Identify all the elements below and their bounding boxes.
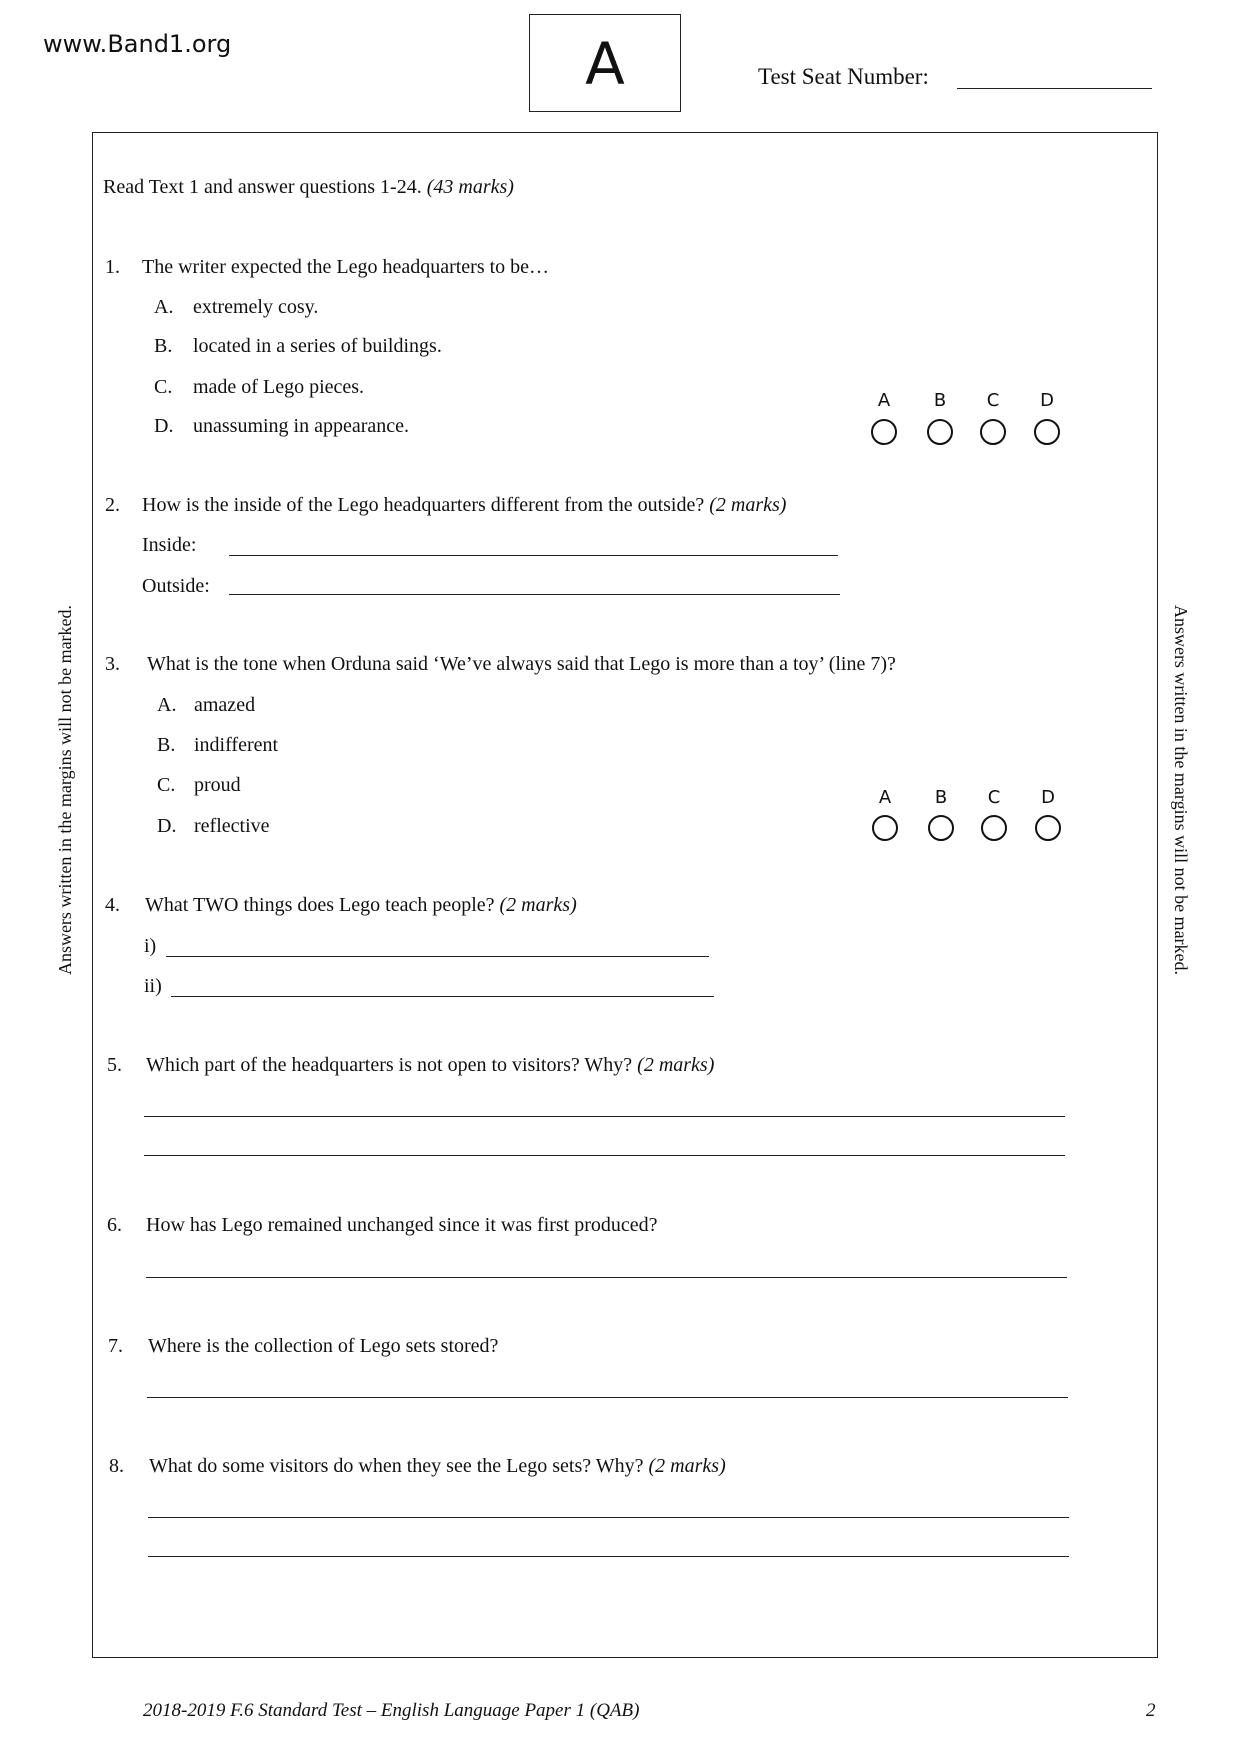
q1-bubble-a[interactable] bbox=[871, 419, 897, 445]
q4-text: What TWO things does Lego teach people? (2 marks) bbox=[145, 894, 577, 916]
q2-text: How is the inside of the Lego headquarters different from the outside? (2 marks) bbox=[142, 494, 787, 516]
q6-text: How has Lego remained unchanged since it was first produced? bbox=[146, 1214, 658, 1236]
option-text: unassuming in appearance. bbox=[193, 415, 410, 437]
q3-text: What is the tone when Orduna said ‘We’ve always said that Lego is more than a toy’ (line 7)? bbox=[147, 653, 896, 675]
q1-text: The writer expected the Lego headquarters to be… bbox=[142, 256, 550, 278]
answer-ii-label: ii) bbox=[144, 975, 162, 997]
q6-number: 6. bbox=[107, 1214, 122, 1236]
option-letter: C. bbox=[157, 774, 176, 796]
q8-number: 8. bbox=[109, 1455, 124, 1477]
q7-number: 7. bbox=[108, 1335, 123, 1357]
answer-i-line[interactable] bbox=[166, 956, 709, 957]
bubble-label: D bbox=[1040, 390, 1054, 411]
website-label: www.Band1.org bbox=[43, 30, 232, 58]
option-text: amazed bbox=[194, 694, 256, 716]
seat-label: Test Seat Number: bbox=[758, 64, 929, 89]
q3-bubble-c[interactable] bbox=[981, 815, 1007, 841]
q3-bubble-d[interactable] bbox=[1035, 815, 1061, 841]
q1-number: 1. bbox=[105, 256, 120, 278]
q3-number: 3. bbox=[105, 653, 120, 675]
bubble-label: D bbox=[1041, 787, 1055, 808]
q5-answer-line[interactable] bbox=[144, 1155, 1065, 1156]
seat-number-field[interactable] bbox=[957, 88, 1152, 89]
q4-number: 4. bbox=[105, 894, 120, 916]
bubble-label: A bbox=[878, 787, 892, 808]
bubble-label: B bbox=[933, 390, 947, 411]
option-letter: D. bbox=[154, 415, 174, 437]
q3-bubble-b[interactable] bbox=[928, 815, 954, 841]
q7-text: Where is the collection of Lego sets stored? bbox=[148, 1335, 499, 1357]
answer-i-label: i) bbox=[144, 935, 157, 957]
option-letter: B. bbox=[157, 734, 176, 756]
q8-answer-line[interactable] bbox=[148, 1517, 1069, 1518]
option-text: proud bbox=[194, 774, 241, 796]
right-margin-note: Answers written in the margins will not be marked. bbox=[1171, 604, 1191, 976]
outside-label: Outside: bbox=[142, 575, 210, 597]
bubble-label: A bbox=[877, 390, 891, 411]
option-letter: C. bbox=[154, 376, 173, 398]
q5-number: 5. bbox=[107, 1054, 122, 1076]
version-letter: A bbox=[585, 30, 625, 98]
bubble-label: C bbox=[987, 787, 1001, 808]
option-text: extremely cosy. bbox=[193, 296, 319, 318]
q8-answer-line[interactable] bbox=[148, 1556, 1069, 1557]
instruction: Read Text 1 and answer questions 1-24. (43 marks) bbox=[103, 176, 514, 198]
q1-bubble-c[interactable] bbox=[980, 419, 1006, 445]
q5-text: Which part of the headquarters is not open to visitors? Why? (2 marks) bbox=[146, 1054, 715, 1076]
option-text: located in a series of buildings. bbox=[193, 335, 442, 357]
q3-bubble-a[interactable] bbox=[872, 815, 898, 841]
q7-answer-line[interactable] bbox=[147, 1397, 1068, 1398]
outside-answer-line[interactable] bbox=[229, 594, 840, 595]
bubble-label: B bbox=[934, 787, 948, 808]
footer-text: 2018-2019 F.6 Standard Test – English Language Paper 1 (QAB) bbox=[143, 1700, 640, 1721]
option-text: indifferent bbox=[194, 734, 279, 756]
q8-text: What do some visitors do when they see the Lego sets? Why? (2 marks) bbox=[149, 1455, 726, 1477]
option-letter: A. bbox=[157, 694, 177, 716]
option-letter: A. bbox=[154, 296, 174, 318]
option-letter: B. bbox=[154, 335, 173, 357]
bubble-label: C bbox=[986, 390, 1000, 411]
option-text: reflective bbox=[194, 815, 270, 837]
option-text: made of Lego pieces. bbox=[193, 376, 365, 398]
inside-answer-line[interactable] bbox=[229, 555, 838, 556]
q1-bubble-d[interactable] bbox=[1034, 419, 1060, 445]
option-letter: D. bbox=[157, 815, 177, 837]
q2-number: 2. bbox=[105, 494, 120, 516]
q5-answer-line[interactable] bbox=[144, 1116, 1065, 1117]
answer-ii-line[interactable] bbox=[171, 996, 714, 997]
inside-label: Inside: bbox=[142, 534, 197, 556]
version-box bbox=[529, 14, 681, 112]
q6-answer-line[interactable] bbox=[146, 1277, 1067, 1278]
q1-bubble-b[interactable] bbox=[927, 419, 953, 445]
left-margin-note: Answers written in the margins will not be marked. bbox=[55, 604, 75, 976]
page-number: 2 bbox=[1146, 1700, 1156, 1721]
